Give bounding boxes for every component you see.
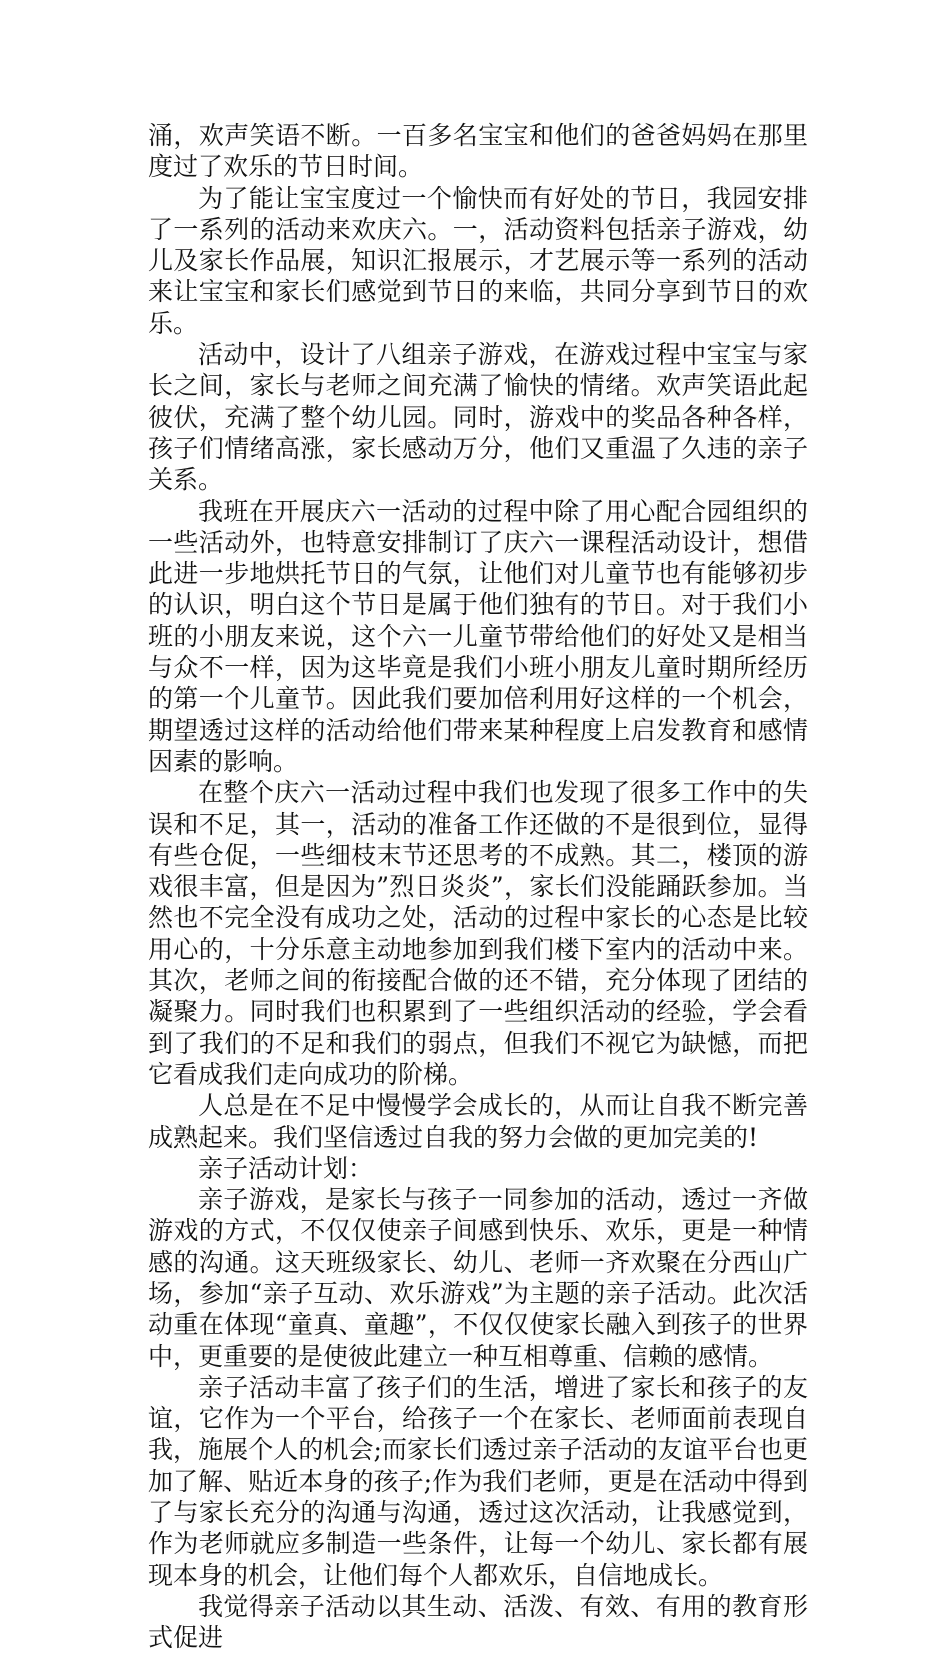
paragraph-3: 活动中，设计了八组亲子游戏，在游戏过程中宝宝与家长之间，家长与老师之间充满了愉快的情绪。欢声笑语此起彼伏，充满了整个幼儿园。同时，游戏中的奖品各种各样，孩子们情绪高涨，家长感动万分，他们又重温了久违的亲子关系。	[148, 340, 808, 495]
section-heading: 亲子活动计划：	[198, 1153, 374, 1183]
document-page	[148, 120, 808, 1654]
paragraph-7: 亲子游戏，是家长与孩子一同参加的活动，透过一齐做游戏的方式，不仅仅使亲子间感到快乐、欢乐，更是一种情感的沟通。这天班级家长、幼儿、老师一齐欢聚在分西山广场，参加“亲子互动、欢乐游戏”为主题的亲子活动。此次活动重在体现“童真、童趣”，不仅仅使家长融入到孩子的世界中，更重要的是使彼此建立一种互相尊重、信赖的感情。	[148, 1185, 808, 1371]
paragraph-9: 我觉得亲子活动以其生动、活泼、有效、有用的教育形式促进	[148, 1591, 808, 1653]
paragraph-2: 为了能让宝宝度过一个愉快而有好处的节日，我园安排了一系列的活动来欢庆六。一，活动资料包括亲子游戏，幼儿及家长作品展，知识汇报展示，才艺展示等一系列的活动来让宝宝和家长们感觉到节日的来临，共同分享到节日的欢乐。	[148, 183, 808, 338]
paragraph-1: 涌，欢声笑语不断。一百多名宝宝和他们的爸爸妈妈在那里度过了欢乐的节日时间。	[148, 121, 808, 182]
paragraph-5: 在整个庆六一活动过程中我们也发现了很多工作中的失误和不足，其一，活动的准备工作还做的不是很到位，显得有些仓促，一些细枝末节还思考的不成熟。其二，楼顶的游戏很丰富，但是因为”烈日炎炎”，家长们没能踊跃参加。当然也不完全没有成功之处，活动的过程中家长的心态是比较用心的，十分乐意主动地参加到我们楼下室内的活动中来。其次，老师之间的衔接配合做的还不错，充分体现了团结的凝聚力。同时我们也积累到了一些组织活动的经验，学会看到了我们的不足和我们的弱点，但我们不视它为缺憾，而把它看成我们走向成功的阶梯。	[148, 778, 808, 1089]
paragraph-6: 人总是在不足中慢慢学会成长的，从而让自我不断完善成熟起来。我们坚信透过自我的努力会做的更加完美的!	[148, 1091, 808, 1152]
paragraph-4: 我班在开展庆六一活动的过程中除了用心配合园组织的一些活动外，也特意安排制订了庆六一课程活动设计，想借此进一步地烘托节日的气氛，让他们对儿童节也有能够初步的认识，明白这个节日是属于他们独有的节日。对于我们小班的小朋友来说，这个六一儿童节带给他们的好处又是相当与众不一样，因为这毕竟是我们小班小朋友儿童时期所经历的第一个儿童节。因此我们要加倍利用好这样的一个机会，期望透过这样的活动给他们带来某种程度上启发教育和感情因素的影响。	[148, 496, 808, 776]
paragraph-8: 亲子活动丰富了孩子们的生活，增进了家长和孩子的友谊，它作为一个平台，给孩子一个在家长、老师面前表现自我，施展个人的机会;而家长们透过亲子活动的友谊平台也更加了解、贴近本身的孩子;作为我们老师，更是在活动中得到了与家长充分的沟通与沟通，透过这次活动，让我感觉到，作为老师就应多制造一些条件，让每一个幼儿、家长都有展现本身的机会，让他们每个人都欢乐，自信地成长。	[148, 1372, 808, 1590]
